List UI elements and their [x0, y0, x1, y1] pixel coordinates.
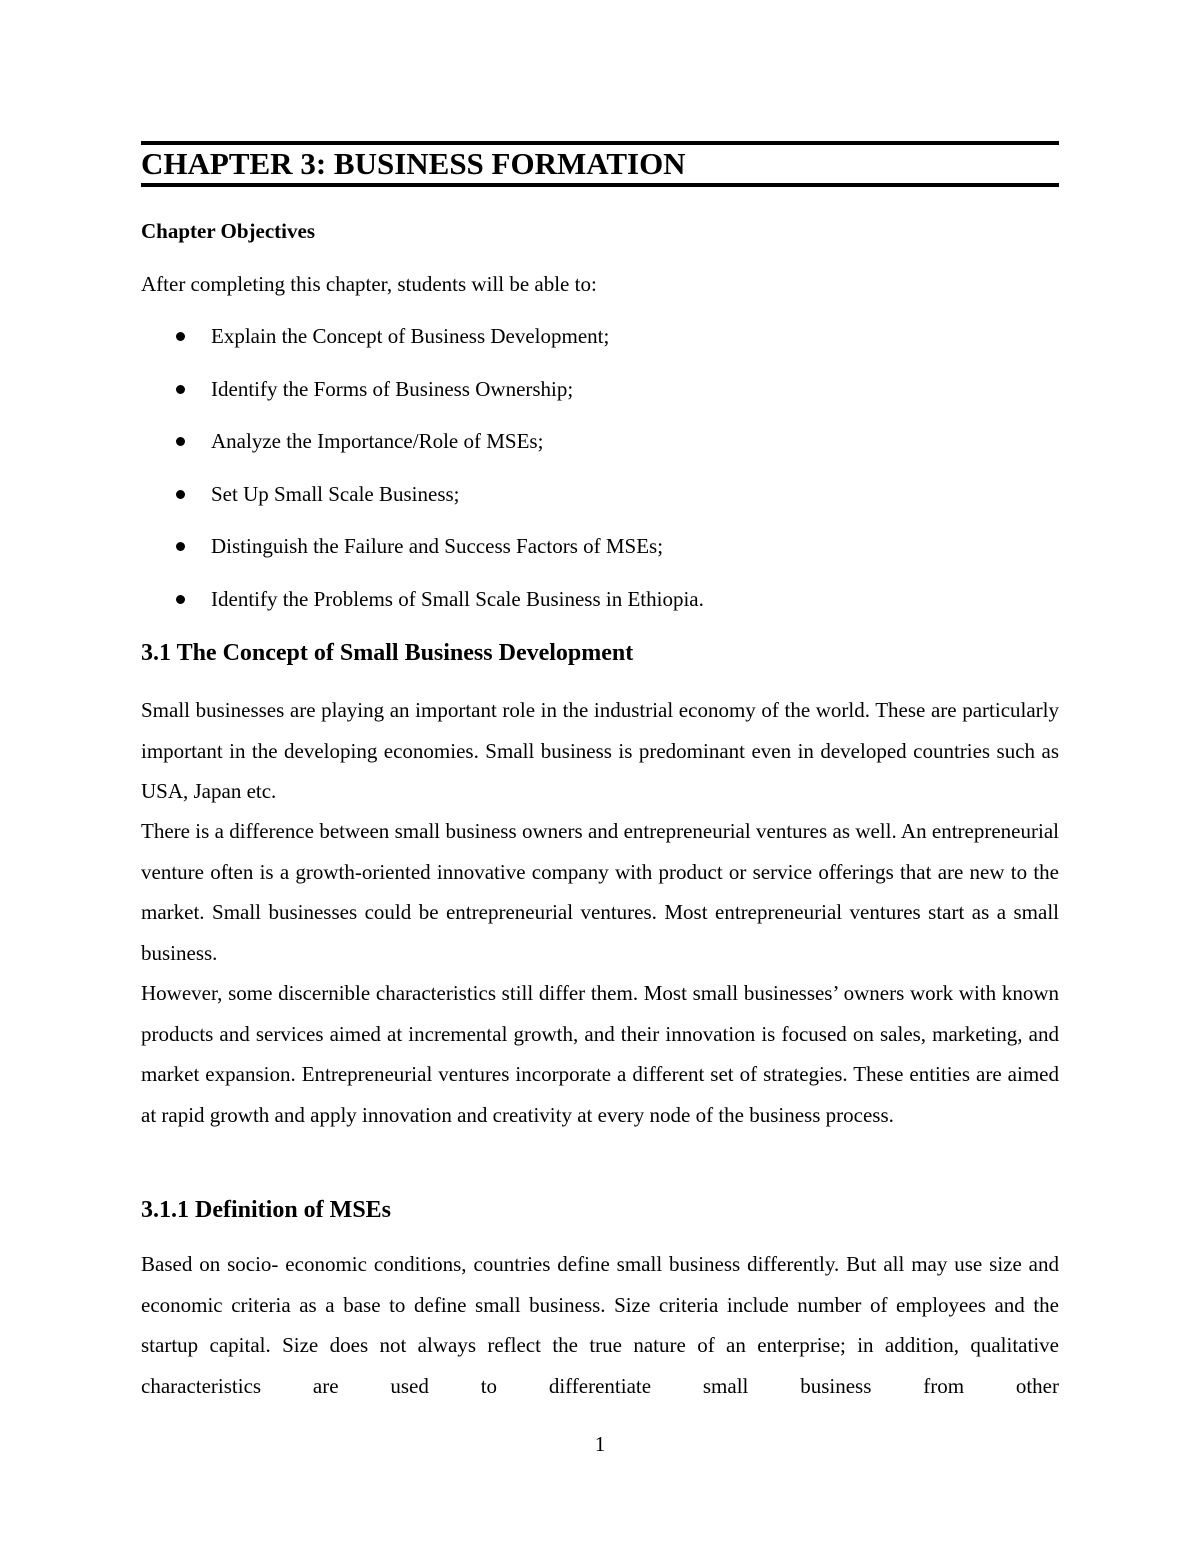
objective-item — [141, 425, 1059, 478]
objective-item — [141, 478, 1059, 531]
objective-text: Identify the Forms of Business Ownership; — [211, 376, 574, 401]
body-paragraph: Small businesses are playing an important role in the industrial economy of the world. These are particularly important in the developing economies. Small business is predominant even in developed countries such as USA, Japan etc. — [141, 698, 1059, 803]
objective-item — [141, 530, 1059, 583]
objectives-heading: Chapter Objectives — [141, 219, 315, 243]
body-paragraph: However, some discernible characteristics still differ them. Most small businesses’ owners work with known products and services aimed at incremental growth, and their innovation is focused on sales, marketing, and market expansion. Entrepreneurial ventures incorporate a different set of strategies. These entities are aimed at rapid growth and apply innovation and creativity at every node of the business process. — [141, 981, 1059, 1127]
objective-item — [141, 583, 1059, 636]
bullet-icon — [176, 332, 185, 341]
objective-text: Identify the Problems of Small Scale Business in Ethiopia. — [211, 586, 704, 611]
chapter-title: CHAPTER 3: BUSINESS FORMATION — [141, 146, 686, 181]
body-paragraph: Based on socio- economic conditions, countries define small business differently. But all may use size and economic criteria as a base to define small business. Size criteria include number of employees and the startup capital. Size does not always reflect the true nature of an enterprise; in addition, qualitative characteristics are used to differentiate small business from other — [141, 1252, 1059, 1398]
bullet-icon — [176, 437, 185, 446]
objective-item — [141, 373, 1059, 426]
bullet-icon — [176, 490, 185, 499]
page-number: 1 — [594, 1432, 606, 1456]
bullet-icon — [176, 542, 185, 551]
bullet-icon — [176, 595, 185, 604]
section-heading-3-1-1: 3.1.1 Definition of MSEs — [141, 1197, 392, 1223]
title-top-rule — [141, 141, 1059, 145]
objective-item — [141, 320, 1059, 373]
objective-text: Analyze the Importance/Role of MSEs; — [211, 429, 544, 453]
objective-text: Set Up Small Scale Business; — [211, 481, 460, 506]
section-heading-3-1: 3.1 The Concept of Small Business Development — [141, 640, 634, 666]
objectives-intro: After completing this chapter, students will be able to: — [141, 272, 597, 296]
objective-text: Explain the Concept of Business Development; — [211, 324, 610, 348]
objective-text: Distinguish the Failure and Success Factors of MSEs; — [211, 534, 664, 558]
title-bottom-rule — [141, 183, 1059, 187]
body-paragraph: There is a difference between small business owners and entrepreneurial ventures as well. An entrepreneurial venture often is a growth-oriented innovative company with product or service offerings that are new to the market. Small businesses could be entrepreneurial ventures. Most entrepreneurial ventures start as a small business. — [141, 819, 1059, 965]
objectives-list — [141, 320, 1059, 635]
bullet-icon — [176, 385, 185, 394]
